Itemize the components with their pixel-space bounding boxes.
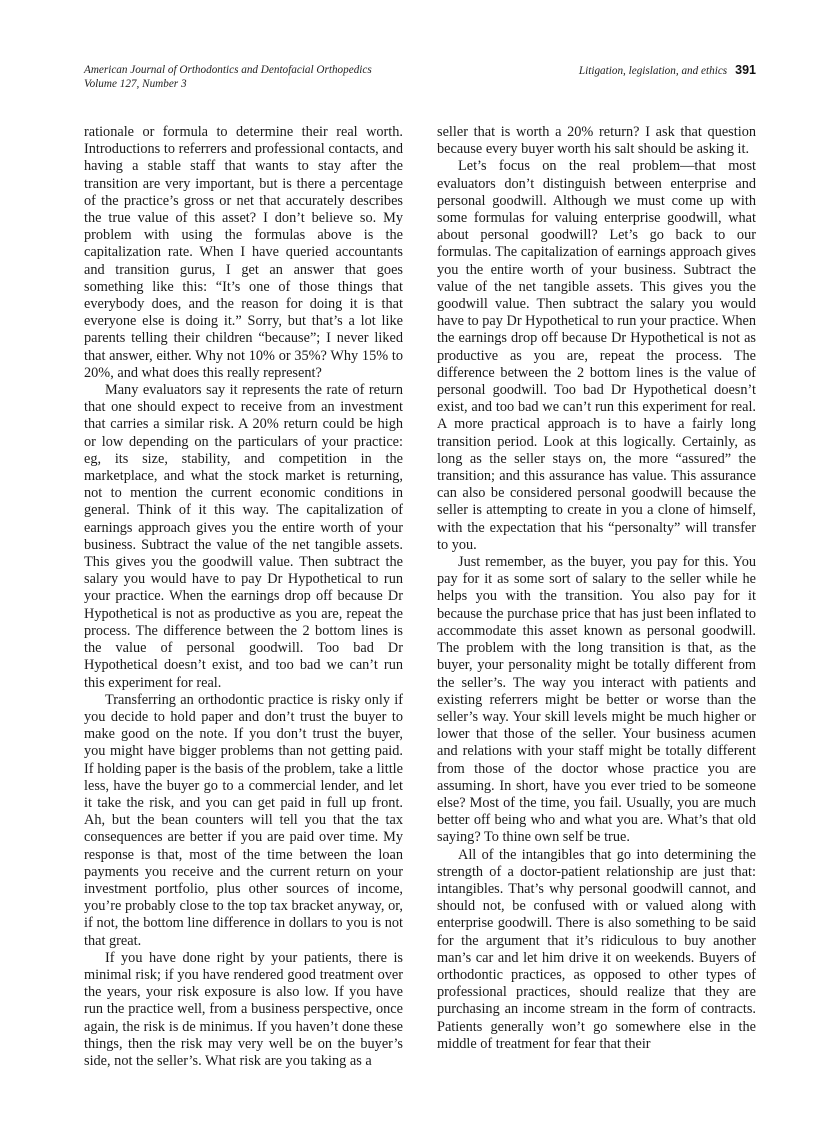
paragraph: seller that is worth a 20% return? I ask that question because every buyer worth his salt should be asking it. (437, 124, 756, 158)
journal-info (84, 64, 372, 91)
paragraph: All of the intangibles that go into determining the strength of a doctor-patient relationship are just that: intangibles. That’s why personal goodwill cannot, and should not, be confused with or valued along with enterprise goodwill. There is also something to be said for the argument that it’s ridiculous to buy another man’s car and let him drive it on weekends. Buyers of orthodontic practices, as opposed to other types of professional practices, should realize that they are purchasing an income stream in the form of contracts. Patients generally won’t go somewhere else in the middle of treatment for fear that their (437, 846, 756, 1052)
paragraph: Let’s focus on the real problem—that most evaluators don’t distinguish between enterprise and personal goodwill. Although we must come up with some formulas for valuing enterprise goodwill, what about personal goodwill? Let’s go back to our formulas. The capitalization of earnings approach gives you the entire worth of your business. Subtract the value of the net tangible assets. This gives you the goodwill value. Then subtract the salary you would have to pay Dr Hypothetical to run your practice. When the earnings drop off because Dr Hypothetical is not as productive as you are, repeat the process. The difference between the 2 bottom lines is the value of personal goodwill. Too bad Dr Hypothetical doesn’t exist, and too bad we can’t run this experiment for real. A more practical approach is to have a fairly long transition period. Look at this logically. Certainly, as long as the seller stays on, the more “assured” the transition; and this assurance has value. This assurance can also be considered personal goodwill because the seller is attempting to create in you a clone of himself, with the expectation that his “personalty” will transfer to you. (437, 158, 756, 553)
paragraph: If you have done right by your patients, there is minimal risk; if you have rendered good treatment over the years, your risk exposure is also low. If you have run the practice well, from a business perspective, once again, the risk is de minimus. If you haven’t done these things, then the risk may very well be on the buyer’s side, not the seller’s. What risk are you taking as a (84, 949, 403, 1069)
paragraph: rationale or formula to determine their real worth. Introductions to referrers and professional contacts, and having a stable staff that wants to stay after the transition are very important, but is there a percentage of the practice’s gross or net that accurately describes the true value of this asset? I don’t believe so. My problem with using the formulas above is the capitalization rate. When I have queried accountants and transition gurus, I get an answer that goes something like this: “It’s one of those things that everybody does, and the reason for doing it is that everyone else is doing it.” Sorry, but that’s a lot like parents telling their children “because”; I never liked that answer, either. Why not 10% or 35%? Why 15% to 20%, and what does this really represent? (84, 124, 403, 381)
page-number: 391 (735, 63, 756, 77)
left-column (84, 124, 403, 1070)
right-column (437, 124, 756, 1053)
paragraph: Many evaluators say it represents the rate of return that one should expect to receive from an investment that carries a similar risk. A 20% return could be high or low depending on the particulars of your practice: eg, its size, stability, and competition in the marketplace, and what the stock market is returning, not to mention the current economic conditions in general. Think of it this way. The capitalization of earnings approach gives you the entire worth of your business. Subtract the value of the net tangible assets. This gives you the goodwill value. Then subtract the salary you would have to pay Dr Hypothetical to run your practice. When the earnings drop off because Dr Hypothetical is not as productive as you are, repeat the process. The difference between the 2 bottom lines is the value of personal goodwill. Too bad Dr Hypothetical doesn’t exist, and too bad we can’t run this experiment for real. (84, 382, 403, 691)
journal-volume: Volume 127, Number 3 (84, 77, 187, 90)
section-title: Litigation, legislation, and ethics (578, 65, 728, 77)
section-info (579, 64, 756, 79)
paragraph: Just remember, as the buyer, you pay for this. You pay for it as some sort of salary to the seller while he helps you with the transition. You also pay for it because the purchase price that has just been inflated to accommodate this asset known as personal goodwill. The problem with the long transition is that, as the buyer, your personality might be totally different from the seller’s. The way you interact with patients and existing referrers might be better or worse than the seller’s way. Your skill levels might be much higher or lower that those of the seller. Your business acumen and relations with your staff might be totally different from those of the doctor whose practice you are assuming. In short, have you ever tried to be someone else? Most of the time, you fail. Usually, you are much better off being who and what you are. What’s that old saying? To thine own self be true. (437, 554, 756, 846)
journal-title: American Journal of Orthodontics and Dentofacial Orthopedics (84, 64, 372, 76)
paragraph: Transferring an orthodontic practice is risky only if you decide to hold paper and don’t trust the buyer to make good on the note. If you don’t trust the buyer, you might have bigger problems than not getting paid. If holding paper is the basis of the problem, take a little less, have the buyer go to a commercial lender, and let it take the risk, and you can get paid in full up front. Ah, but the bean counters will tell you that the tax consequences are better if you are paid over time. My response is that, most of the time between the loan payments you receive and the current return on your investment portfolio, plus other sources of income, you’re probably close to the top tax bracket anyway, or, if not, the bottom line difference in dollars to you is not that great. (84, 691, 403, 949)
